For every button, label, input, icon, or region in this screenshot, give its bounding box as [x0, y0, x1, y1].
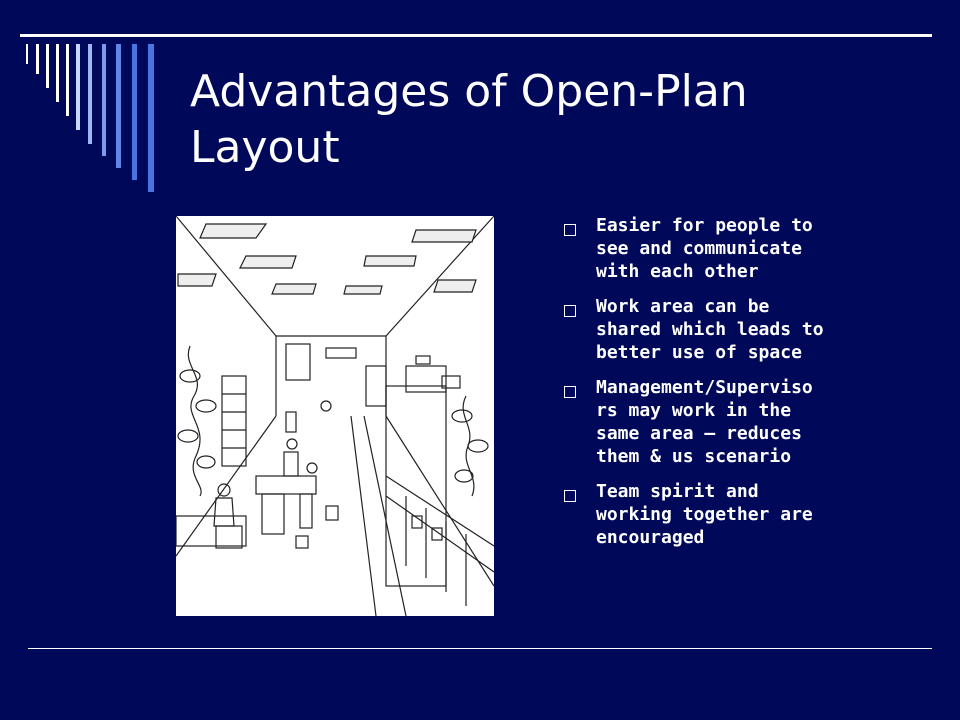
list-item — [560, 214, 930, 283]
list-item — [560, 295, 930, 364]
advantages-bullet-list — [560, 214, 930, 561]
decorative-stripes — [20, 44, 160, 194]
square-bullet-icon — [564, 305, 576, 317]
list-item — [560, 376, 930, 468]
square-bullet-icon — [564, 490, 576, 502]
bullet-text: Team spirit and working together are encouraged — [596, 481, 813, 548]
slide-title: Advantages of Open-Plan Layout — [190, 66, 748, 173]
list-item — [560, 480, 930, 549]
square-bullet-icon — [564, 386, 576, 398]
bottom-divider-line — [28, 648, 932, 649]
bullet-text: Easier for people to see and communicate with each other — [596, 215, 813, 282]
top-divider-line — [20, 34, 932, 37]
office-drawing-icon — [176, 216, 494, 616]
open-plan-office-illustration — [176, 216, 494, 616]
bullet-text: Management/Superviso rs may work in the same area – reduces them & us scenario — [596, 377, 813, 467]
square-bullet-icon — [564, 224, 576, 236]
bullet-text: Work area can be shared which leads to better use of space — [596, 296, 824, 363]
